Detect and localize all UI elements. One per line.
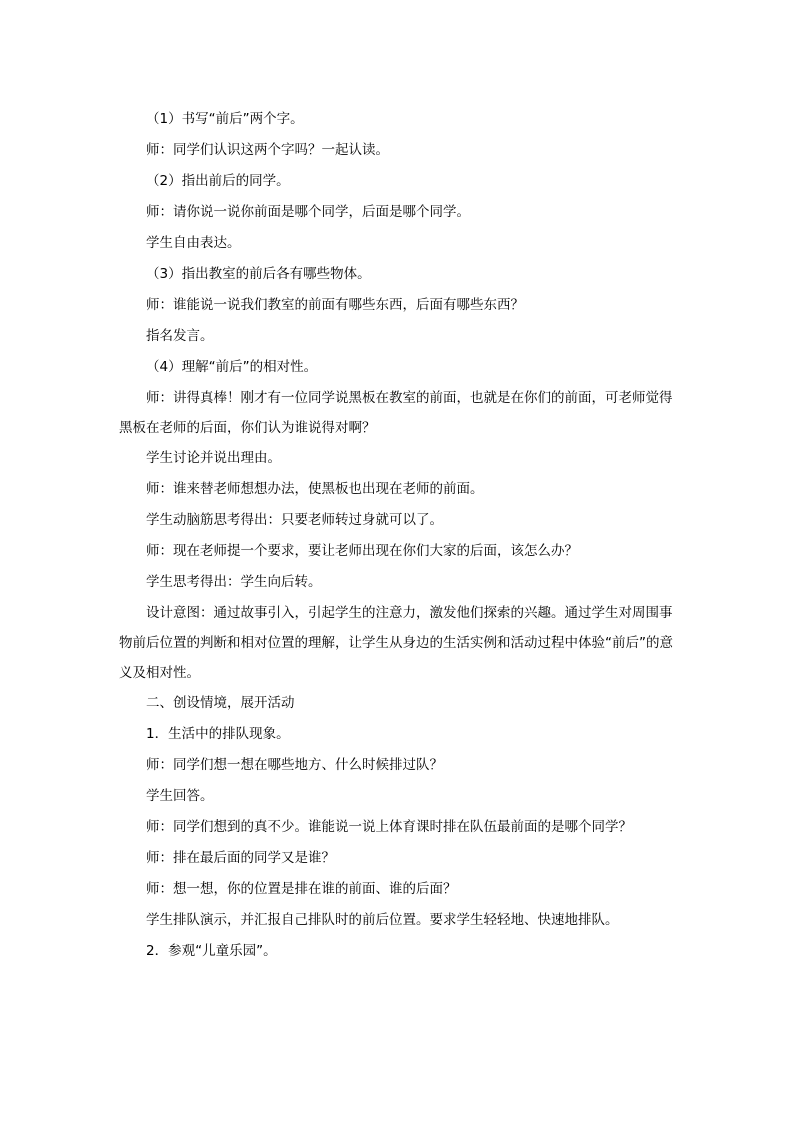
section-heading: 二、创设情境，展开活动 [146, 695, 295, 711]
paragraph: 学生动脑筋思考得出：只要老师转过身就可以了。 [146, 512, 443, 528]
paragraph: （2）指出前后的同学。 [146, 173, 290, 189]
paragraph: 师：排在最后面的同学又是谁？ [146, 850, 335, 866]
paragraph: 指名发言。 [146, 328, 214, 344]
paragraph: 设计意图：通过故事引入，引起学生的注意力，激发他们探索的兴趣。通过学生对周围事物前后位置的判断和相对位置的理解，让学生从身边的生活实例和活动过程中体验“前后”的意义及相对性。 [119, 605, 673, 681]
paragraph: （1）书写“前后”两个字。 [146, 111, 304, 127]
paragraph: 1．生活中的排队现象。 [146, 726, 290, 742]
paragraph: （3）指出教室的前后各有哪些物体。 [146, 266, 371, 282]
paragraph: 师：谁来替老师想想办法，使黑板也出现在老师的前面。 [146, 481, 484, 497]
paragraph: 师：同学们想到的真不少。谁能说一说上体育课时排在队伍最前面的是哪个同学？ [146, 819, 632, 835]
paragraph: 学生讨论并说出理由。 [146, 450, 281, 466]
paragraph: 师：谁能说一说我们教室的前面有哪些东西，后面有哪些东西？ [146, 297, 524, 313]
paragraph: 师：讲得真棒！刚才有一位同学说黑板在教室的前面，也就是在你们的前面，可老师觉得黑板在老师的后面，你们认为谁说得对啊？ [119, 390, 673, 436]
paragraph: 师：请你说一说你前面是哪个同学，后面是哪个同学。 [146, 204, 470, 220]
paragraph: 师：现在老师提一个要求，要让老师出现在你们大家的后面，该怎么办？ [146, 543, 578, 559]
paragraph: 学生自由表达。 [146, 235, 241, 251]
paragraph: （4）理解“前后”的相对性。 [146, 359, 318, 375]
paragraph: 师：同学们想一想在哪些地方、什么时候排过队？ [146, 757, 443, 773]
document-body [119, 104, 679, 967]
paragraph: 学生思考得出：学生向后转。 [146, 574, 322, 590]
paragraph: 师：想一想，你的位置是排在谁的前面、谁的后面？ [146, 881, 457, 897]
paragraph: 学生回答。 [146, 788, 214, 804]
paragraph: 学生排队演示，并汇报自己排队时的前后位置。要求学生轻轻地、快速地排队。 [146, 912, 619, 928]
paragraph: 2．参观“儿童乐园”。 [146, 943, 277, 959]
paragraph: 师：同学们认识这两个字吗？一起认读。 [146, 142, 389, 158]
